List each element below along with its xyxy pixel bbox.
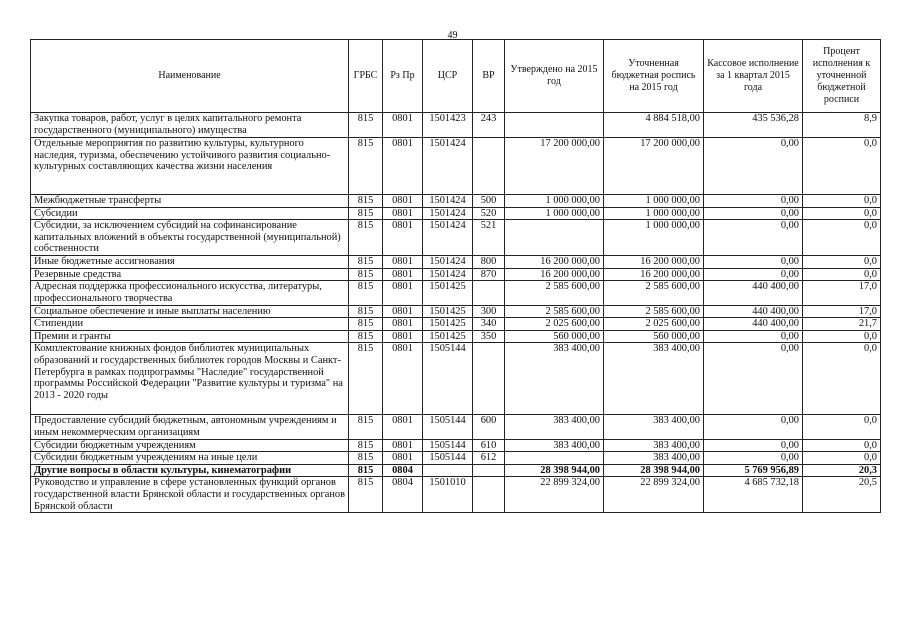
cell-csr: 1505144: [423, 439, 473, 452]
table-row: [31, 256, 881, 269]
cell-approved: 383 400,00: [505, 439, 604, 452]
cell-rzpr: 0801: [383, 415, 423, 439]
cell-name: Субсидии бюджетным учреждениям: [31, 439, 349, 452]
cell-grbs: 815: [349, 113, 383, 138]
cell-cash: 0,00: [704, 330, 803, 343]
cell-csr: 1501423: [423, 113, 473, 138]
cell-approved: 2 025 600,00: [505, 318, 604, 331]
cell-grbs: 815: [349, 256, 383, 269]
cell-grbs: 815: [349, 281, 383, 305]
cell-name: Межбюджетные трансферты: [31, 195, 349, 208]
cell-refined: 383 400,00: [604, 343, 704, 415]
table-row: [31, 207, 881, 220]
table-row: [31, 330, 881, 343]
table-row: [31, 305, 881, 318]
cell-csr: 1501425: [423, 305, 473, 318]
cell-grbs: 815: [349, 343, 383, 415]
cell-percent: 20,3: [803, 464, 881, 477]
cell-csr: 1505144: [423, 452, 473, 465]
cell-approved: 16 200 000,00: [505, 268, 604, 281]
cell-vr: [473, 464, 505, 477]
header-name: Наименование: [31, 40, 349, 113]
cell-grbs: 815: [349, 452, 383, 465]
cell-cash: 0,00: [704, 439, 803, 452]
cell-percent: 0,0: [803, 330, 881, 343]
cell-cash: 0,00: [704, 138, 803, 195]
cell-percent: 0,0: [803, 415, 881, 439]
cell-rzpr: 0804: [383, 477, 423, 513]
cell-cash: 440 400,00: [704, 281, 803, 305]
header-csr: ЦСР: [423, 40, 473, 113]
cell-refined: 17 200 000,00: [604, 138, 704, 195]
cell-rzpr: 0801: [383, 318, 423, 331]
header-cash: Кассовое исполнение за 1 квартал 2015 года: [704, 40, 803, 113]
table-row: [31, 195, 881, 208]
cell-rzpr: 0801: [383, 439, 423, 452]
cell-grbs: 815: [349, 439, 383, 452]
cell-cash: 4 685 732,18: [704, 477, 803, 513]
cell-percent: 0,0: [803, 256, 881, 269]
cell-cash: 0,00: [704, 452, 803, 465]
cell-cash: 0,00: [704, 207, 803, 220]
cell-cash: 0,00: [704, 415, 803, 439]
table-body: [31, 113, 881, 513]
cell-approved: 28 398 944,00: [505, 464, 604, 477]
cell-grbs: 815: [349, 268, 383, 281]
table-row: [31, 343, 881, 415]
cell-vr: 870: [473, 268, 505, 281]
cell-grbs: 815: [349, 207, 383, 220]
cell-cash: 440 400,00: [704, 305, 803, 318]
table-row: [31, 220, 881, 256]
cell-rzpr: 0804: [383, 464, 423, 477]
cell-approved: 16 200 000,00: [505, 256, 604, 269]
cell-percent: 8,9: [803, 113, 881, 138]
table-row: [31, 318, 881, 331]
cell-name: Закупка товаров, работ, услуг в целях капитального ремонта государственного (муниципального) имущества: [31, 113, 349, 138]
cell-csr: 1501425: [423, 318, 473, 331]
cell-refined: 383 400,00: [604, 415, 704, 439]
cell-approved: 560 000,00: [505, 330, 604, 343]
cell-name: Социальное обеспечение и иные выплаты населению: [31, 305, 349, 318]
cell-grbs: 815: [349, 220, 383, 256]
cell-grbs: 815: [349, 464, 383, 477]
header-vr: ВР: [473, 40, 505, 113]
cell-rzpr: 0801: [383, 138, 423, 195]
cell-approved: 2 585 600,00: [505, 281, 604, 305]
table-row: [31, 415, 881, 439]
cell-refined: 2 585 600,00: [604, 281, 704, 305]
header-refined: Уточненная бюджетная роспись на 2015 год: [604, 40, 704, 113]
cell-percent: 20,5: [803, 477, 881, 513]
cell-refined: 2 025 600,00: [604, 318, 704, 331]
cell-rzpr: 0801: [383, 305, 423, 318]
cell-percent: 0,0: [803, 452, 881, 465]
cell-percent: 0,0: [803, 268, 881, 281]
cell-refined: 2 585 600,00: [604, 305, 704, 318]
cell-cash: 0,00: [704, 343, 803, 415]
cell-vr: 500: [473, 195, 505, 208]
table-row: [31, 464, 881, 477]
cell-refined: 383 400,00: [604, 439, 704, 452]
cell-csr: 1501424: [423, 195, 473, 208]
cell-grbs: 815: [349, 318, 383, 331]
cell-rzpr: 0801: [383, 281, 423, 305]
cell-name: Субсидии бюджетным учреждениям на иные цели: [31, 452, 349, 465]
cell-vr: [473, 477, 505, 513]
cell-percent: 0,0: [803, 343, 881, 415]
cell-csr: 1501424: [423, 220, 473, 256]
header-percent: Процент исполнения к уточненной бюджетной росписи: [803, 40, 881, 113]
cell-name: Другие вопросы в области культуры, кинематографии: [31, 464, 349, 477]
cell-cash: 0,00: [704, 268, 803, 281]
cell-name: Отдельные мероприятия по развитию культуры, культурного наследия, туризма, обеспечению устойчивого развития социально-культурных составляющих качества жизни населения: [31, 138, 349, 195]
cell-refined: 16 200 000,00: [604, 256, 704, 269]
cell-vr: 340: [473, 318, 505, 331]
cell-approved: 22 899 324,00: [505, 477, 604, 513]
cell-refined: 16 200 000,00: [604, 268, 704, 281]
cell-grbs: 815: [349, 305, 383, 318]
cell-refined: 383 400,00: [604, 452, 704, 465]
header-grbs: ГРБС: [349, 40, 383, 113]
cell-csr: [423, 464, 473, 477]
cell-percent: 0,0: [803, 138, 881, 195]
cell-vr: 800: [473, 256, 505, 269]
cell-percent: 0,0: [803, 195, 881, 208]
cell-percent: 17,0: [803, 281, 881, 305]
page-number: 49: [447, 30, 458, 41]
cell-vr: 610: [473, 439, 505, 452]
cell-refined: 22 899 324,00: [604, 477, 704, 513]
cell-rzpr: 0801: [383, 256, 423, 269]
cell-percent: 0,0: [803, 220, 881, 256]
header-approved: Утверждено на 2015 год: [505, 40, 604, 113]
cell-csr: 1505144: [423, 415, 473, 439]
cell-csr: 1501424: [423, 138, 473, 195]
cell-cash: 0,00: [704, 256, 803, 269]
cell-approved: [505, 220, 604, 256]
cell-refined: 4 884 518,00: [604, 113, 704, 138]
cell-vr: 300: [473, 305, 505, 318]
cell-csr: 1501425: [423, 281, 473, 305]
cell-grbs: 815: [349, 330, 383, 343]
cell-cash: 5 769 956,89: [704, 464, 803, 477]
cell-rzpr: 0801: [383, 452, 423, 465]
cell-rzpr: 0801: [383, 113, 423, 138]
cell-vr: 520: [473, 207, 505, 220]
table-row: [31, 138, 881, 195]
cell-grbs: 815: [349, 477, 383, 513]
cell-vr: 521: [473, 220, 505, 256]
cell-csr: 1501425: [423, 330, 473, 343]
table-row: [31, 281, 881, 305]
cell-cash: 440 400,00: [704, 318, 803, 331]
cell-csr: 1501424: [423, 207, 473, 220]
cell-approved: [505, 113, 604, 138]
cell-refined: 1 000 000,00: [604, 207, 704, 220]
cell-grbs: 815: [349, 138, 383, 195]
cell-percent: 0,0: [803, 207, 881, 220]
cell-approved: 383 400,00: [505, 415, 604, 439]
cell-vr: 612: [473, 452, 505, 465]
cell-csr: 1501424: [423, 268, 473, 281]
table-row: [31, 452, 881, 465]
cell-csr: 1501424: [423, 256, 473, 269]
cell-vr: 350: [473, 330, 505, 343]
cell-approved: 383 400,00: [505, 343, 604, 415]
cell-vr: 243: [473, 113, 505, 138]
table-header-row: [31, 40, 881, 113]
cell-csr: 1505144: [423, 343, 473, 415]
cell-csr: 1501010: [423, 477, 473, 513]
cell-approved: 17 200 000,00: [505, 138, 604, 195]
cell-name: Адресная поддержка профессионального искусства, литературы, профессионального творчества: [31, 281, 349, 305]
cell-cash: 0,00: [704, 195, 803, 208]
cell-name: Субсидии: [31, 207, 349, 220]
cell-refined: 560 000,00: [604, 330, 704, 343]
cell-rzpr: 0801: [383, 195, 423, 208]
cell-name: Руководство и управление в сфере установленных функций органов государственной власти Брянской области и государственных органов Брянской области: [31, 477, 349, 513]
cell-name: Стипендии: [31, 318, 349, 331]
cell-name: Резервные средства: [31, 268, 349, 281]
cell-vr: [473, 343, 505, 415]
cell-name: Субсидии, за исключением субсидий на софинансирование капитальных вложений в объекты государственной (муниципальной) собственности: [31, 220, 349, 256]
cell-grbs: 815: [349, 415, 383, 439]
table-row: [31, 439, 881, 452]
table-row: [31, 268, 881, 281]
table-row: [31, 477, 881, 513]
budget-table: [30, 39, 881, 513]
cell-approved: 1 000 000,00: [505, 207, 604, 220]
cell-rzpr: 0801: [383, 343, 423, 415]
cell-approved: [505, 452, 604, 465]
cell-name: Комплектование книжных фондов библиотек муниципальных образований и государственных библиотек городов Москвы и Санкт-Петербурга в рамках подпрограммы "Наследие" государственной программы Российской Федерации "Развитие культуры и туризма" на 2013 - 2020 годы: [31, 343, 349, 415]
cell-vr: 600: [473, 415, 505, 439]
cell-refined: 1 000 000,00: [604, 195, 704, 208]
cell-percent: 0,0: [803, 439, 881, 452]
cell-percent: 17,0: [803, 305, 881, 318]
cell-cash: 0,00: [704, 220, 803, 256]
cell-refined: 28 398 944,00: [604, 464, 704, 477]
cell-name: Иные бюджетные ассигнования: [31, 256, 349, 269]
cell-rzpr: 0801: [383, 330, 423, 343]
header-rzpr: Рз Пр: [383, 40, 423, 113]
cell-cash: 435 536,28: [704, 113, 803, 138]
cell-rzpr: 0801: [383, 207, 423, 220]
cell-refined: 1 000 000,00: [604, 220, 704, 256]
cell-approved: 2 585 600,00: [505, 305, 604, 318]
cell-percent: 21,7: [803, 318, 881, 331]
cell-vr: [473, 138, 505, 195]
cell-approved: 1 000 000,00: [505, 195, 604, 208]
cell-vr: [473, 281, 505, 305]
table-row: [31, 113, 881, 138]
cell-grbs: 815: [349, 195, 383, 208]
cell-rzpr: 0801: [383, 268, 423, 281]
cell-name: Премии и гранты: [31, 330, 349, 343]
cell-rzpr: 0801: [383, 220, 423, 256]
cell-name: Предоставление субсидий бюджетным, автономным учреждениям и иным некоммерческим организациям: [31, 415, 349, 439]
